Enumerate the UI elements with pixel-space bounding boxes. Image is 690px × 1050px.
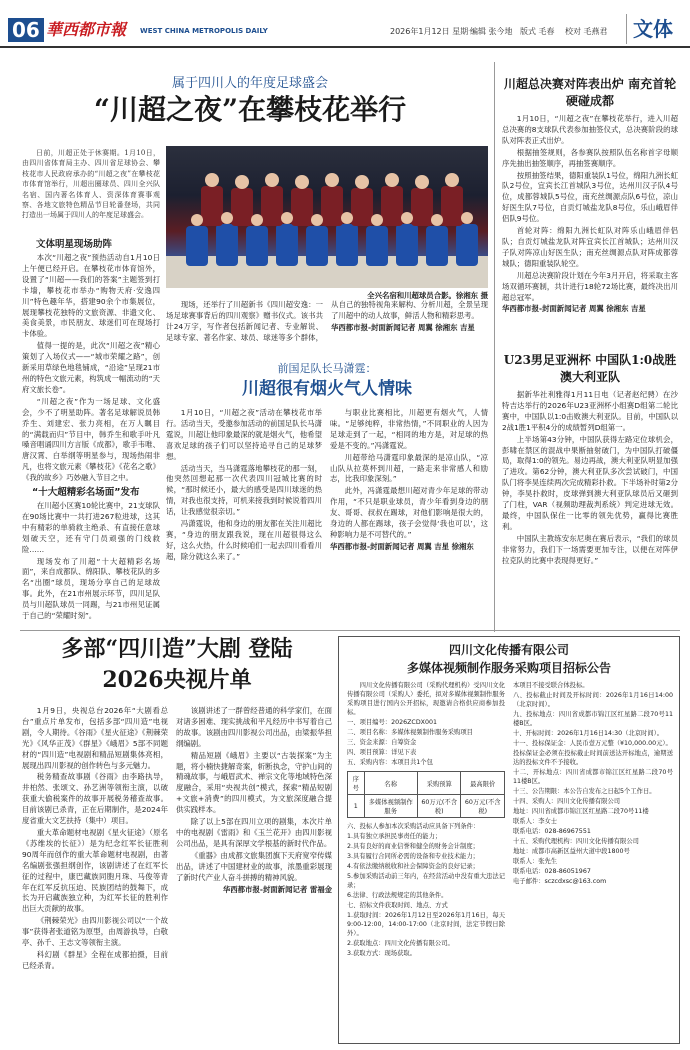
a5-title: 多部“四川造”大剧 登陆2026央视片单 xyxy=(61,636,293,693)
section-divider xyxy=(20,630,680,631)
a5-col1: 1月9日，央视总台2026年“大剧看总台”重点片单发布，包括多部“四川造”电视剧，令人期待。《谷雨》《星火征途》《荆棘荣光》《风华正茂》《群星》《峨眉》5部不同题材的“四川造”电视剧和精品短剧集体亮相，展现出四川影视的创作转色与多元魅力。 税务精查故事剧《谷雨》由李路执导，井柏然、张颂文、孙艺洲等领衔主演，以破获重大偷税案件的故事开展税务稽查故事。目前该剧已杀青，正在后期制作，是2024年度省重大文艺扶持（集中）项目。 重大革命题材电视剧《星火征途》（原名《苏维埃的长征》）是为纪念红军长征胜利90周年而创作的重大革命题材电视剧，由著名编剧张强担纲创作，该剧讲述了在红军长征的过程中，康巴藏族同胞月珠、马俊等青年在红军反抗压迫、民族团结的鼓舞下，成长为开启藏族独立种，为红军长征的胜利作出巨大贡献的故事。 《荆棘荣光》由四川影视公司以“一个故事”获得者张道铭为原型，由周游执导，白敬亭、孙千、王志文等领衔主演。 科幻剧《群星》全程在成都拍摄，目前已经杀青。 xyxy=(22,706,168,970)
a2-col2: 与职业比赛相比，川超更有烟火气，人情味。“足够纯粹，非常热情，”不同职业的人因为足球走到了一起，“相同的地方是，对足球的热爱是不变的。”冯潇霆说。 川超带给马潇霆印象最深的是凉山队，“凉山队从拉莫杯到川超，一路走来非常感人和励志，比我印象深刻。” 此外，冯潇霆最想川超对青少年足球的带动作用，“不只是职业球员，青少年看到身边的朋友、哥哥、叔叔在踢球，对他们影响是很大的，身边的人都在踢球，孩子会觉得‘我也可以’，这种影响力是不可替代的。” 华西都市报-封面新闻记者 周翼 吉星 徐湘东 xyxy=(330,408,488,551)
a1-lead: 日前，川超正处于休赛期。1月10日，由四川省体育局主办、四川省足球协会、攀枝花市人民政府承办的“川超之夜”在攀枝花市体育馆举行，川超出圈球员、四川全兴队名宿、国内著名体育人、资深体育赛事观察、各地文旅特色精品节目轮番登场，共同打造出一场属于四川人的年度足球盛会。 xyxy=(22,149,160,220)
a4: U23男足亚洲杯 中国队1:0战胜澳大利亚队 据新华社利雅得1月11日电（记者赵纪骋）在沙特吉达举行的2026年U23亚洲杯小组赛D组第二轮比赛中，中国队以1:0击败澳大利亚队。目前，中国队以2战1胜1平积4分的成绩暂列D组第一。 上半场第43分钟，中国队获得左路定位球机会，彭啸在禁区的混战中果断抽射破门，为中国队打破僵局，取得1:0的领先。易边再战，澳大利亚队明显加强了进攻。第62分钟，澳大利亚队多次尝试破门，中国队门将李昊连续两次完成精彩扑救。下半场补时第2分钟，李昊扑救时，皮球弹到澳大利亚队球员后又砸到了门柱，VAR（视频助理裁判系统）判定进球无效。最终，中国队保住一比零的领先优势，赢得比赛胜利。 中国队主教练安东尼奥在赛后表示，“我们的球员非常努力，我们下一场需要更加专注，以便在对阵伊拉克队的比赛中表现得更好。” xyxy=(502,353,678,565)
a1-photo xyxy=(166,146,488,288)
a1-col2: 现场，还举行了川超新书《四川超安逸：一场足球赛事背后的四川观察》赠书仪式。该书共计24万字，写作者包括新闻记者、专业解说、足球专家、著名作家、球员、球迷等多个群体，从自己的独特视角来解构、分析川超，全景呈现了川超中的动人故事，鲜活人物和精彩思考。 华西都市报-封面新闻记者 周翼 徐湘东 吉星 xyxy=(166,300,488,342)
a1-sub2: “十大超精彩名场面”发布 xyxy=(32,487,140,499)
a1-col1: 文体明星现场助阵 本次“川超之夜”预热活动自1月10日上午便已经开启。在攀枝花市体育馆外，设置了“川超——我们的答案”主题签到打卡墙，攀枝花市举办“购物天府·安逸四川”特色趣年华，搭建90余个市集展位，展现攀枝花独特的文旅资源、非遗文化、美食美景，市民朋友、球迷们可在现场打卡体验。 值得一提的是，此次“川超之夜”精心策划了入场仪式——“城市荣耀之路”，创新采用草绿色地毯铺成，“沿途”呈现21市州的特色文旅元素，构筑成一幅流动的“天府文旅长卷”。 “川超之夜”作为一场足球、文化盛会，少不了明星助阵。著名足球解说员韩乔生、刘建宏、张力亮相，在万人瞩目的“满载而归”节目中，韩乔生和歌手叶凡嗓音唱诵四川方言版《成都》，歌手韦唯、唐汉霄、白举纲等明星参与，现场热闹非凡，也将文旅元素《攀枝花》《花名之歌》《我的故乡》巧妙融入节目之中。 “十大超精彩名场面”发布 在川超小区赛10轮比赛中，21支球队在90场比赛中一共打进267粒进球，这其中有精彩的单骑救主绝杀、有直接任意球划破天空，还有守门员顽强的门线救险…… 现场发布了川超“十大超精彩名场面”，来自成都队、绵阳队、攀枝花队的多名“出圈”球员，现场分享自己的足球故事。此外，在21市州展示环节，四川足队员与川超队球员一同踢，与21市州见证属于自己的“荣耀时刻”。 xyxy=(22,239,160,621)
a2-col1: 1月10日，“川超之夜”活动在攀枝花市举行。活动当天，受邀参加活动的前国足队长马潇霆说，川超让他印象最深的就是烟火气，他希望喜欢足球的孩子们可以坚持追寻自己的足球梦想。 活动当天，当马潇霆落地攀枝花的那一刻，他突然回想起那一次代表四川冠城比赛的时候，“那时候还小，最大的感受是四川球迷的热情，对我也很支持，可机来接我到时候说着四川话，让我感觉很亲切。” 冯潇霆说，他和身边的朋友都在关注川超比赛，“身边的朋友跟我说，现在川超很得这么好，这么火热，什么时候咱们一起去四川看看川超，除分就这么来了。” xyxy=(166,408,322,561)
notice-title2: 多媒体视频制作服务采购项目招标公告 xyxy=(406,661,611,675)
column-divider xyxy=(494,62,495,632)
notice-left-col: 四川文化传播有限公司（采购代理机构）受四川文化传播有限公司（采购人）委托，拟对多媒体视频制作服务采购项目进行国内公开招标，现邀请合格供应商参加投标。 一、项目编号：2026ZCDX001 二、项目名称：多媒体视频制作服务采购项目 三、资金来源：自筹资金 四、项目预算：详见下表 五、采购内容：本项目共1个包 序号 名称 采购预算 最高限价 1 多媒体视频制作服务 60万元(不含税) 60万元(不含税) 六、投标人参加本次采购活动应具备下列条件： 1.具有独立承担民事责任的能力； 2.具有良好的商业信誉和健全的财务会计制度； 3.具有履行合同所必需的设备和专业技术能力； 4.有依法缴纳税收和社会保障资金的良好记录； 5.参加采购活动前三年内，在经营活动中没有重大违法记录； 6.法律、行政法规规定的其他条件。 七、招标文件获取时间、地点、方式 1.获取时间：2026年1月12日至2026年1月16日，每天9:00-12:00，14:00-17:00（北京时间，法定节假日除外）。 2.获取地点：四川文化传播有限公司。 3.获取方式：现场获取。 xyxy=(347,682,505,957)
a1-kicker: 属于四川人的年度足球盛会 xyxy=(171,76,328,91)
a2-kicker: 前国足队长马潇霆： xyxy=(277,362,377,375)
a5-col2: 该剧讲述了一群曾经普通的科学家们，在面对诸多困难、现实挑战和平凡经历中书写着自己的故事。该剧由四川影视公司出品，由梁振华担纲编剧。 精品短剧《峨眉》主要以“古装探案”为主题，将小楠快捷解奇案，斩断执念，守护山间的精魂故事，与峨眉武术、禅宗文化等地域特色深度融合，采用“央视共创”模式，探索“精品短剧+文旅+消费”的四川模式，为文旅深度融合提供实践样本。 除了以上5部在四川立项的剧集，本次片单中的电视剧《雷雨》和《玉兰花开》由四川影视公司出品，是具有深厚文学根基的新时代作品。 《重器》由成都文旅集团旗下天府宽窄传媒出品，讲述了中国建材业的故事，浓墨重彩展现了新时代产业人奋斗拼搏的精神风貌。 华西都市报-封面新闻记者 雷福金 xyxy=(176,706,332,894)
a2-title: 川超很有烟火气人情味 xyxy=(242,379,412,399)
a2-headline-block xyxy=(166,360,488,406)
header-design: 版式 毛春 xyxy=(520,27,555,36)
brand-logo: 華西都市報 xyxy=(46,20,127,39)
header-date: 2026年1月12日 星期一 xyxy=(390,27,477,36)
a1-sub1: 文体明星现场助阵 xyxy=(36,239,113,250)
brand-en: WEST CHINA METROPOLIS DAILY xyxy=(140,27,268,35)
section-label: 文体 xyxy=(626,14,673,44)
table-row: 1 多媒体视频制作服务 60万元(不含税) 60万元(不含税) xyxy=(348,795,505,818)
tender-notice xyxy=(338,636,680,1044)
notice-title1: 四川文化传播有限公司 xyxy=(448,643,569,657)
a5-headline xyxy=(22,634,332,702)
a1-headline-block xyxy=(20,72,480,142)
budget-table: 序号 名称 采购预算 最高限价 1 多媒体视频制作服务 60万元(不含税) 60万元(不含税) xyxy=(347,771,505,818)
a1-title: “川超之夜”在攀枝花举行 xyxy=(93,93,407,126)
page-number: 06 xyxy=(8,18,44,42)
a3: 川超总决赛对阵表出炉 南充首轮硬碰成都 1月10日，“川超之夜”在攀枝花举行，进入川超总决赛的8支球队代表参加抽签仪式，总决赛阶段的球队对阵表正式出炉。 根据抽签规则，各参赛队按照队伍名称首字母顺序先抽出抽签顺序，再抽签赛顺序。 按照抽签结果，德阳重装队1号位，绵阳九洲长虹队2号位，宜宾长江首城队3号位，达州川汉子队4号位，成都蓉城队5号位，南充丝绸源点队6号位，凉山好医生队7号位，自贡灯城盐龙队8号位，乐山峨眉伴侣队9号位。 首轮对阵：绵阳九洲长虹队对阵乐山峨眉伴侣队；自贡灯城盐龙队对阵宜宾长江首城队；达州川汉子队对阵凉山好医生队；南充丝绸源点队对阵成都蓉城队；德阳重装队轮空。 川超总决赛阶段计划在今年3月开启，将采取主客场双循环赛制，共计进行18轮72场比赛，最终决出川超总冠军。 华西都市报-封面新闻记者 周翼 徐湘东 吉星 xyxy=(502,77,678,314)
page-header xyxy=(0,0,690,48)
a1-photo-caption: 全兴名宿和川超球员合影。徐湘东 摄 xyxy=(367,291,488,300)
notice-right-col: 本项目不接受联合体投标。 八、投标截止时间及开标时间：2026年1月16日14:00（北京时间）。 九、投标地点：四川省成都市锦江区红星路二段70号11楼B区。 十、开标时间：2026年1月16日14:30（北京时间）。 十一、投标保证金：人民币壹万元整（¥10,000.00元）。 投标保证金必须在投标截止时间前送达开标地点，逾期送达的投标文件不予接收。 十二、开标地点：四川省成都市锦江区红星路二段70号11楼B区。 十三、公告期限：本公告自发布之日起5个工作日。 十四、采购人：四川文化传播有限公司 地址：四川省成都市锦江区红星路二段70号11楼 联系人：李女士 联系电话：028-86967551 十五、采购代理机构：四川文化传播有限公司 地址：成都市高新区益州大道中段1800号 联系人：张先生 联系电话：028-86051967 电子邮件：sczcdxsc@163.com xyxy=(513,682,673,885)
header-editor: 编辑 张今地 xyxy=(470,27,513,36)
a3-title: 川超总决赛对阵表出炉 南充首轮硬碰成都 xyxy=(503,77,677,108)
a4-title: U23男足亚洲杯 中国队1:0战胜澳大利亚队 xyxy=(503,353,677,384)
team-photo-graphic xyxy=(166,146,488,288)
header-proof: 校对 毛燕君 xyxy=(565,27,608,36)
